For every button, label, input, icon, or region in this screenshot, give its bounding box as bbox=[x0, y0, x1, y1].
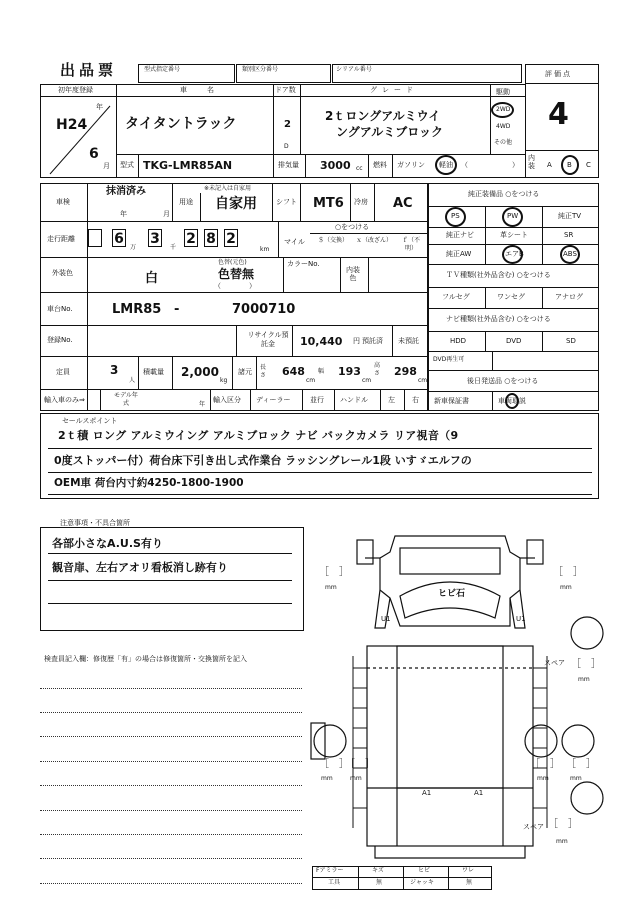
shift-value: MT6 bbox=[313, 196, 344, 211]
interior-label: 内装 bbox=[528, 154, 535, 170]
equip-ps: PS bbox=[451, 212, 460, 220]
equip-pw: PW bbox=[507, 212, 519, 220]
notes-line2: 観音扉、左右アオリ看板消し跡有り bbox=[52, 561, 228, 574]
mileage-unit-man: 万 bbox=[130, 244, 137, 251]
sales-point-line3: OEM車 荷台内寸約4250-1800-1900 bbox=[54, 477, 244, 489]
serial-label: シリアル番号 bbox=[336, 66, 372, 73]
footer-header-mirror: Fアミラー bbox=[316, 867, 344, 874]
use-note: ※未記入は自家用 bbox=[204, 185, 252, 192]
capacity-value: 3 bbox=[110, 363, 119, 377]
bracket-rl2: ［ ］ bbox=[345, 759, 375, 770]
equipment-title: 純正装備品 ○をつける bbox=[468, 190, 540, 198]
use-value: 自家用 bbox=[215, 196, 257, 212]
mm-rl2: mm bbox=[350, 775, 362, 782]
equip-aw: 純正AW bbox=[446, 250, 472, 258]
displacement-unit: cc bbox=[356, 165, 363, 172]
capacity-label: 定員 bbox=[56, 368, 70, 376]
mileage-digit-blank bbox=[88, 229, 102, 247]
tv-fullseg: フルセグ bbox=[442, 293, 470, 301]
later-warranty: 新車保証書 bbox=[434, 397, 469, 405]
equip-navi: 純正ナビ bbox=[446, 231, 474, 239]
color-value: 白 bbox=[145, 271, 159, 286]
sales-point-label: セールスポイント bbox=[62, 417, 118, 425]
recycle-label: リサイクル預託金 bbox=[247, 331, 289, 348]
mark-u1-left: U1 bbox=[381, 615, 391, 623]
dvd-label: DVD再生可 bbox=[433, 356, 465, 363]
mileage-unknown: ｆ（不明） bbox=[401, 237, 420, 252]
katashiki-shitei-label: 型式指定番号 bbox=[144, 66, 181, 73]
height-unit: cm bbox=[418, 377, 428, 384]
recycle-value: 10,440 bbox=[300, 335, 343, 348]
bracket-rr1: ［ ］ bbox=[530, 759, 560, 770]
footer-header-crack: ヒビ bbox=[418, 867, 431, 874]
sales-point-line1: 2ｔ積 ロング アルミウイング アルミブロック ナビ バックカメラ リア視音（9 bbox=[58, 429, 459, 442]
drive-label: 駆動 bbox=[496, 88, 510, 96]
footer-value-2: 無 bbox=[466, 879, 473, 886]
mileage-unit-km: km bbox=[260, 246, 270, 253]
reg-no-label: 登録No. bbox=[47, 336, 73, 344]
equip-pw-circle bbox=[502, 207, 523, 227]
width-value: 193 bbox=[338, 365, 361, 378]
grade-label: グレード bbox=[370, 86, 418, 94]
month-suffix: 月 bbox=[103, 162, 110, 170]
load-unit: kg bbox=[220, 377, 228, 384]
fuel-diesel: 軽油 bbox=[439, 161, 453, 169]
mileage-tampered: ｘ（改ざん） bbox=[356, 237, 393, 244]
recycle-deposited: 預託済 bbox=[362, 337, 383, 345]
mm-rl1: mm bbox=[321, 775, 333, 782]
color-label: 外装色 bbox=[52, 269, 73, 277]
model-value: TKG-LMR85AN bbox=[143, 159, 233, 172]
spare-label-2: スペア bbox=[523, 823, 544, 831]
footer-value-1: 無 bbox=[376, 879, 383, 886]
bracket-fr: ［ ］ bbox=[553, 567, 583, 578]
chassis-label: 車台No. bbox=[47, 305, 73, 313]
equip-airbag-circle bbox=[502, 245, 523, 264]
handle-label: ハンドル bbox=[340, 396, 368, 404]
shift-label: シフト bbox=[276, 198, 297, 206]
footer-value-jack: ジャッキ bbox=[410, 879, 434, 886]
model-year-label: モデル年式 bbox=[114, 392, 138, 407]
handle-right: 右 bbox=[412, 396, 419, 404]
aircon-value: AC bbox=[393, 196, 413, 211]
sales-point-line2: 0度ストッパー付）荷台床下引き出し式作業台 ラッシングレール1段 いすゞエルフの bbox=[54, 454, 472, 467]
import-label: 輸入車のみ⇒ bbox=[44, 396, 85, 404]
dims-label: 諸元 bbox=[238, 368, 252, 376]
fuel-label: 燃料 bbox=[373, 161, 387, 169]
windshield-label: ヒビ石 bbox=[438, 589, 466, 599]
car-name-value: タイタントラック bbox=[125, 116, 237, 132]
interior-b: B bbox=[567, 161, 572, 169]
length-value: 648 bbox=[282, 365, 305, 378]
mm-rr1: mm bbox=[537, 775, 549, 782]
load-value: 2,000 bbox=[181, 365, 219, 379]
notes-line1: 各部小さなA.U.S有り bbox=[52, 537, 163, 550]
fuel-paren-close: ） bbox=[512, 161, 519, 169]
mark-a1-left: A1 bbox=[422, 789, 432, 797]
footer-header-scratch: キズ bbox=[372, 867, 384, 874]
mileage-unit-sen: 千 bbox=[170, 244, 177, 251]
interior-a: A bbox=[547, 161, 552, 169]
navi-dvd: DVD bbox=[506, 337, 522, 345]
doors-value: 2 bbox=[284, 119, 291, 130]
bracket-fl: ［ ］ bbox=[319, 567, 349, 578]
later-title: 後日発送品 ○をつける bbox=[467, 377, 539, 385]
load-label: 積載量 bbox=[143, 368, 164, 376]
drive-2wd-circle bbox=[491, 102, 514, 118]
repaint-paren: （ ） bbox=[214, 282, 256, 290]
doors-label: ドア数 bbox=[275, 86, 296, 94]
shaken-year-suffix: 年 bbox=[120, 210, 127, 218]
tv-analog: アナログ bbox=[555, 293, 583, 301]
bracket-spare-1: ［ ］ bbox=[571, 659, 601, 670]
shaken-value: 抹消済み bbox=[106, 186, 146, 197]
mark-a1-right: A1 bbox=[474, 789, 484, 797]
repaint-label: 色替(元色) bbox=[218, 259, 247, 266]
aircon-label: 冷房 bbox=[354, 198, 368, 206]
drive-other: その他 bbox=[494, 139, 513, 146]
chassis-dash: - bbox=[174, 302, 180, 317]
equip-leather: 革シート bbox=[500, 231, 528, 239]
shaken-label: 車検 bbox=[56, 198, 70, 206]
doors-suffix: D bbox=[284, 143, 289, 150]
mm-spare-1: mm bbox=[578, 676, 590, 683]
fuel-paren-open: （ bbox=[461, 161, 468, 169]
spare-label-1: スペア bbox=[544, 659, 565, 667]
length-unit: cm bbox=[306, 377, 316, 384]
height-label: 高さ bbox=[374, 362, 381, 377]
truck-diagram bbox=[305, 528, 605, 868]
drive-4wd: 4WD bbox=[496, 123, 511, 130]
color-no-label: カラーNo. bbox=[287, 260, 320, 268]
tv-title: ＴＶ種類(社外品含む) ○をつける bbox=[446, 271, 551, 279]
footer-value-tools: 工具 bbox=[328, 879, 341, 886]
import-dealer: ディーラー bbox=[256, 396, 291, 404]
later-manual: 車両取説 bbox=[498, 397, 526, 405]
inspector-label: 検査員記入欄：修復歴「有」の場合は修復箇所・交換箇所を記入 bbox=[44, 655, 247, 663]
recycle-unit: 円 bbox=[353, 337, 360, 345]
drive-2wd: 2WD bbox=[496, 106, 511, 113]
navi-sd: SD bbox=[566, 337, 576, 345]
import-parallel: 並行 bbox=[310, 396, 324, 404]
shaken-month-suffix: 月 bbox=[163, 210, 170, 218]
width-label: 幅 bbox=[318, 368, 325, 375]
ruibetsu-label: 類別区分番号 bbox=[242, 66, 279, 73]
notes-label: 注意事項・不具合箇所 bbox=[60, 519, 130, 527]
mileage-circle-note: ○をつける bbox=[335, 223, 370, 231]
evaluation-score: 4 bbox=[548, 97, 569, 132]
bracket-rl1: ［ ］ bbox=[319, 759, 349, 770]
fuel-diesel-circle bbox=[435, 155, 457, 175]
chassis-value2: 7000710 bbox=[232, 302, 296, 317]
mm-fr: mm bbox=[560, 584, 572, 591]
mileage-digit-3: 2 bbox=[184, 229, 198, 247]
interior-color-label: 内装色 bbox=[346, 266, 360, 282]
fuel-gasoline: ガソリン bbox=[397, 161, 425, 169]
mm-rr2: mm bbox=[570, 775, 582, 782]
navi-hdd: HDD bbox=[450, 337, 467, 345]
car-name-label: 車名 bbox=[180, 86, 234, 94]
equip-ps-circle bbox=[445, 207, 466, 227]
chassis-value1: LMR85 bbox=[112, 302, 162, 317]
mile-label: マイル bbox=[284, 238, 305, 246]
model-label: 型式 bbox=[120, 161, 134, 169]
recycle-not-deposited: 未預託 bbox=[398, 337, 419, 345]
equip-abs: ABS bbox=[563, 250, 577, 258]
navi-title: ナビ種類(社外品含む) ○をつける bbox=[446, 315, 551, 323]
handle-left: 左 bbox=[388, 396, 395, 404]
equip-sr: SR bbox=[564, 231, 574, 239]
equip-airbag: エアB bbox=[505, 250, 524, 258]
use-label: 用途 bbox=[179, 198, 193, 206]
interior-b-circle bbox=[561, 155, 579, 175]
mileage-digit-5: 2 bbox=[224, 229, 238, 247]
grade-line2: ングアルミブロック bbox=[336, 125, 444, 139]
displacement-label: 排気量 bbox=[278, 161, 299, 169]
mm-fl: mm bbox=[325, 584, 337, 591]
width-unit: cm bbox=[362, 377, 372, 384]
evaluation-label: 評価点 bbox=[545, 70, 572, 78]
first-reg-label: 初年度登録 bbox=[58, 86, 93, 94]
mileage-digit-2: 3 bbox=[148, 229, 162, 247]
first-reg-month: 6 bbox=[89, 146, 99, 162]
year-suffix: 年 bbox=[96, 103, 103, 111]
interior-c: C bbox=[586, 161, 591, 169]
equip-tv: 純正TV bbox=[558, 212, 582, 220]
height-value: 298 bbox=[394, 365, 417, 378]
equip-abs-circle bbox=[560, 245, 580, 264]
mileage-digit-1: 6 bbox=[112, 229, 126, 247]
mileage-digit-4: 8 bbox=[204, 229, 218, 247]
import-kubun-label: 輸入区分 bbox=[213, 396, 241, 404]
later-manual-circle bbox=[505, 393, 519, 409]
mark-u1-right: U1 bbox=[516, 615, 526, 623]
bracket-rr2: ［ ］ bbox=[566, 759, 596, 770]
displacement-value: 3000 bbox=[320, 159, 351, 172]
length-label: 長さ bbox=[260, 364, 267, 379]
footer-header-break: ワレ bbox=[462, 867, 475, 874]
mileage-label: 走行距離 bbox=[47, 235, 75, 243]
first-reg-year: H24 bbox=[56, 117, 88, 133]
repaint-value: 色替無 bbox=[218, 267, 255, 281]
mm-spare-2: mm bbox=[556, 838, 568, 845]
bracket-spare-2: ［ ］ bbox=[548, 819, 578, 830]
form-title: 出品票 bbox=[60, 61, 118, 79]
model-year-suffix: 年 bbox=[199, 401, 206, 408]
tv-oneseg: ワンセグ bbox=[497, 293, 525, 301]
capacity-unit: 人 bbox=[129, 377, 136, 384]
grade-line1: 2ｔロングアルミウイ bbox=[325, 109, 441, 123]
mileage-exchanged: ＄（交換） bbox=[318, 237, 349, 244]
